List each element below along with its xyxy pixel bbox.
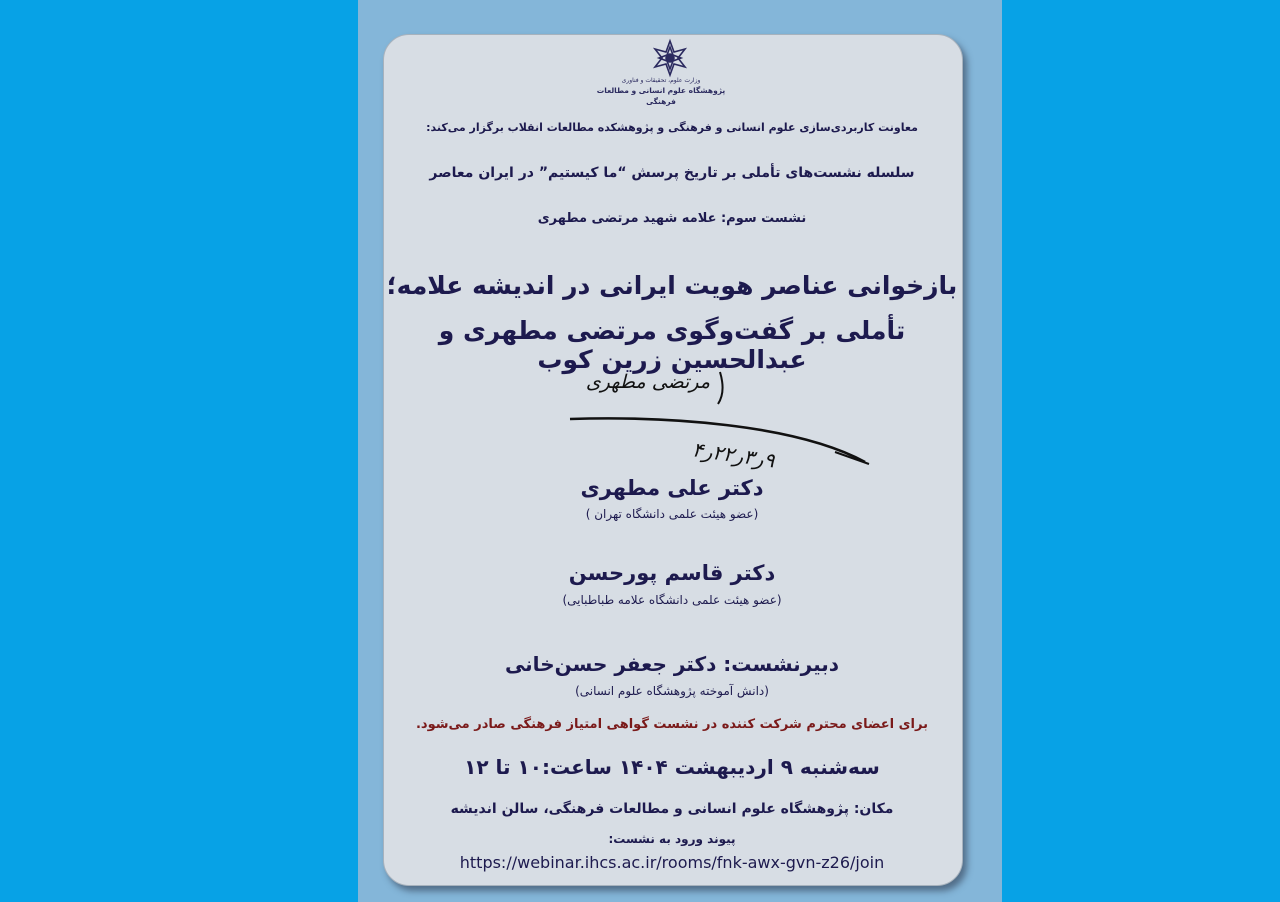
speaker-2-name: دکتر قاسم پورحسن bbox=[568, 561, 776, 585]
logo-line2: پژوهشگاه علوم انسانی و مطالعات فرهنگی bbox=[596, 86, 726, 106]
signature-image bbox=[565, 364, 875, 474]
event-datetime: سه‌شنبه ۹ اردیبهشت ۱۴۰۴ ساعت:۱۰ تا ۱۲ bbox=[464, 755, 880, 779]
series-title: سلسله نشست‌های تأملی بر تاریخ پرسش “ما کیستیم” در ایران معاصر bbox=[429, 165, 915, 181]
logo-line1: وزارت علوم، تحقیقات و فناوری bbox=[621, 77, 701, 84]
speaker-1-affiliation: (عضو هیئت علمی دانشگاه تهران ) bbox=[585, 507, 759, 521]
webinar-link[interactable]: https://webinar.ihcs.ac.ir/rooms/fnk-awx-gvn-z26/join bbox=[459, 853, 885, 872]
secretary-affiliation: (دانش آموخته پژوهشگاه علوم انسانی) bbox=[575, 684, 769, 698]
speaker-2-affiliation: (عضو هیئت علمی دانشگاه علامه طباطبایی) bbox=[562, 593, 782, 607]
svg-text:مرتضی مطهری: مرتضی مطهری bbox=[585, 371, 710, 393]
session-title: نشست سوم: علامه شهید مرتضی مطهری bbox=[537, 211, 807, 226]
organizer-line: معاونت کاربردی‌سازی علوم انسانی و فرهنگی و پژوهشکده مطالعات انقلاب برگزار می‌کند: bbox=[426, 121, 918, 134]
secretary-name: دبیرنشست: دکتر جعفر حسن‌خانی bbox=[504, 652, 840, 676]
main-title-line2: تأملی بر گفت‌وگوی مرتضی مطهری و عبدالحسین زرین کوب bbox=[438, 316, 906, 374]
certificate-note: برای اعضای محترم شرکت کننده در نشست گواهی امتیاز فرهنگی صادر می‌شود. bbox=[415, 717, 928, 732]
main-title-line1: بازخوانی عناصر هویت ایرانی در اندیشه علامه؛ bbox=[386, 271, 958, 300]
svg-text:۹ر۳ر۲۲ر۴: ۹ر۳ر۲۲ر۴ bbox=[690, 437, 777, 473]
event-location: مکان: پژوهشگاه علوم انسانی و مطالعات فرهنگی، سالن اندیشه bbox=[450, 801, 894, 817]
logo-text bbox=[596, 76, 726, 107]
emblem-icon bbox=[640, 38, 700, 78]
link-label: پیوند ورود به نشست: bbox=[608, 832, 736, 846]
speaker-1-name: دکتر علی مطهری bbox=[580, 476, 764, 500]
